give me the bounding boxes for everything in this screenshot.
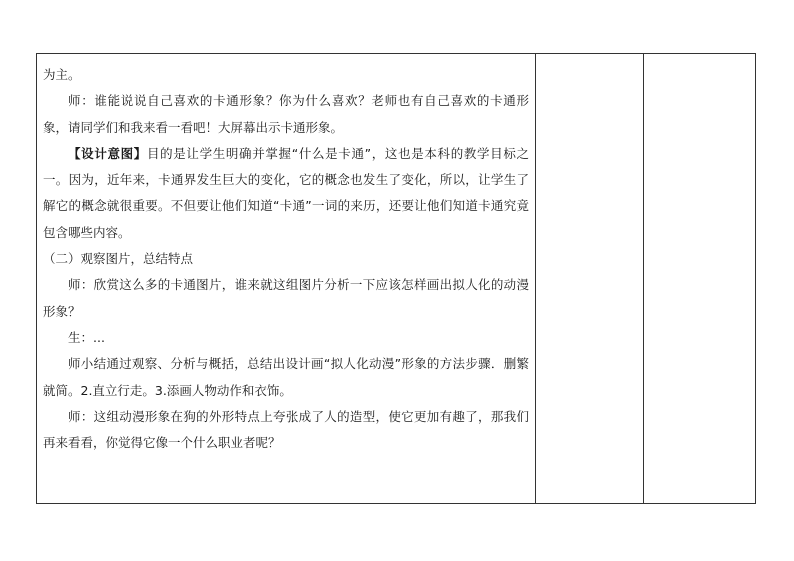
notes-cell [644,54,756,504]
paragraph-design-intent [43,141,529,246]
paragraph-teacher-prompt: 师：欣赏这么多的卡通图片，谁来就这组图片分析一下应该怎样画出拟人化的动漫形象？ [43,277,529,319]
table-row [37,54,756,504]
paragraph-teacher-followup: 师：这组动漫形象在狗的外形特点上夸张成了人的造型，使它更加有趣了，那我们再来看看，你觉得它像一个什么职业者呢？ [43,408,529,451]
paragraph-student-response: 生：... [68,329,105,345]
lesson-content [37,54,535,456]
teaching-process-cell [37,54,536,504]
section-heading: （二）观察图片，总结特点 [43,251,194,267]
student-activity-cell [536,54,644,504]
lesson-plan-table [36,53,756,504]
design-intent-label: 【设计意图】 [68,145,147,161]
paragraph-teacher-question: 师：谁能说说自己喜欢的卡通形象？你为什么喜欢？老师也有自己喜欢的卡通形象，请同学们和我来看一看吧！大屏幕出示卡通形象。 [43,93,529,135]
paragraph-teacher-summary: 师小结通过观察、分析与概括，总结出设计画“拟人化动漫”形象的方法步骤．删繁就简。2.直立行走。3.添画人物动作和衣饰。 [43,356,529,398]
design-intent-text: 目的是让学生明确并掌握“什么是卡通”，这也是本科的教学目标之一。因为，近年来，卡通界发生巨大的变化，它的概念也发生了变化，所以，让学生了解它的概念就很重要。不但要让他们知道“卡通”一词的来历，还要让他们知道卡通究竟包含哪些内容。 [43,145,529,240]
paragraph-continuation: 为主。 [43,67,81,82]
